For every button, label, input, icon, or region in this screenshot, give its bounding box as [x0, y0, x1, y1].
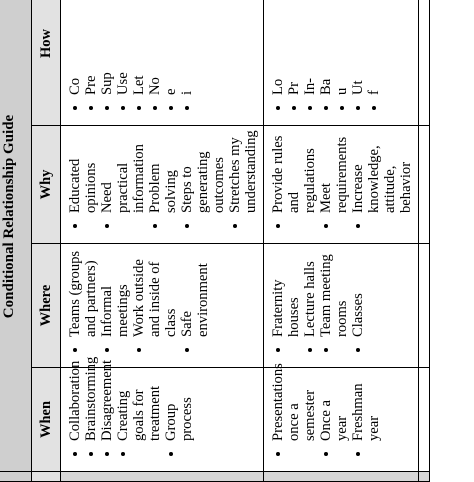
list-item: • Safe environment	[179, 248, 211, 337]
list-item: • Use	[115, 0, 131, 95]
list-item: • Co	[67, 0, 83, 95]
where-list	[61, 244, 215, 367]
list-item: • Informal meetings	[99, 248, 131, 337]
list-item: • Ba	[318, 0, 334, 95]
when-list	[264, 363, 386, 471]
list-item: • f	[366, 0, 382, 95]
row-gap-cell	[419, 472, 430, 482]
header-where: Where	[32, 244, 61, 368]
empty-cell	[419, 244, 430, 368]
list-item: • Steps to generating outcomes	[179, 130, 227, 213]
cell-where	[61, 244, 264, 368]
empty-cell	[419, 0, 430, 126]
list-item: • In-	[302, 0, 318, 95]
list-item: • Once a year	[318, 372, 350, 441]
list-item: • Let	[131, 0, 147, 95]
table-title: Conditional Relationship Guide	[0, 0, 32, 472]
row-gap-cell	[264, 472, 419, 482]
list-item: • Educated opinions	[67, 130, 99, 213]
list-item: • Creating goals for treatment	[115, 372, 163, 441]
header-why: Why	[32, 126, 61, 244]
why-list	[61, 126, 263, 243]
list-item: • Classes	[350, 248, 366, 337]
title-gap-cell	[0, 472, 32, 482]
cell-when	[264, 363, 419, 472]
list-item: • Collaboration	[67, 372, 83, 441]
why-list	[264, 126, 418, 243]
list-item: • Work outside and inside of class	[131, 248, 179, 337]
row-gap-cell	[61, 472, 264, 482]
cell-why	[264, 126, 419, 244]
where-list	[264, 244, 370, 367]
table-bottom-row	[419, 0, 430, 482]
list-item: • Teams (groups and partners)	[67, 248, 99, 337]
list-item: • Provide rules and regulations	[270, 130, 318, 213]
list-item: • Increase knowledge, attitude, behavior	[350, 130, 414, 213]
list-item: • Ut	[350, 0, 366, 95]
cell-how	[264, 0, 419, 126]
list-item: • Group process	[163, 372, 195, 441]
table-row	[61, 0, 264, 482]
list-item: • Presentations once a semester	[270, 372, 318, 441]
header-when: When	[32, 368, 61, 472]
list-item: • Stretches my understanding	[227, 130, 259, 213]
table-header-row	[32, 0, 61, 482]
when-list	[61, 356, 199, 471]
list-item: • Freshman year	[350, 372, 382, 441]
list-item: • Disagreement	[99, 372, 115, 441]
table-row	[264, 0, 419, 482]
list-item: • Pr	[286, 0, 302, 95]
list-item: • Pre	[83, 0, 99, 95]
header-gap-cell	[32, 472, 61, 482]
list-item: • e	[163, 0, 179, 95]
cell-why	[61, 126, 264, 244]
list-item: • Team meeting rooms	[318, 248, 350, 337]
list-item: • No	[147, 0, 163, 95]
list-item: • Sup	[99, 0, 115, 95]
list-item: • Lecture halls	[302, 248, 318, 337]
list-item: • Fraternity houses	[270, 248, 302, 337]
list-item: • Problem solving	[147, 130, 179, 213]
cell-how	[61, 0, 264, 126]
cell-when	[61, 356, 264, 472]
list-item: • u	[334, 0, 350, 95]
how-list	[264, 0, 386, 125]
list-item: • Meet requirements	[318, 130, 350, 213]
list-item: • Brainstorming	[83, 372, 99, 441]
empty-cell	[419, 368, 430, 472]
list-item: • Lo	[270, 0, 286, 95]
cell-where	[264, 244, 419, 368]
empty-cell	[419, 126, 430, 244]
table-title-row	[0, 0, 32, 482]
list-item: • Need practical information	[99, 130, 147, 213]
header-how: How	[32, 0, 61, 126]
how-list	[61, 0, 199, 125]
list-item: • i	[179, 0, 195, 95]
